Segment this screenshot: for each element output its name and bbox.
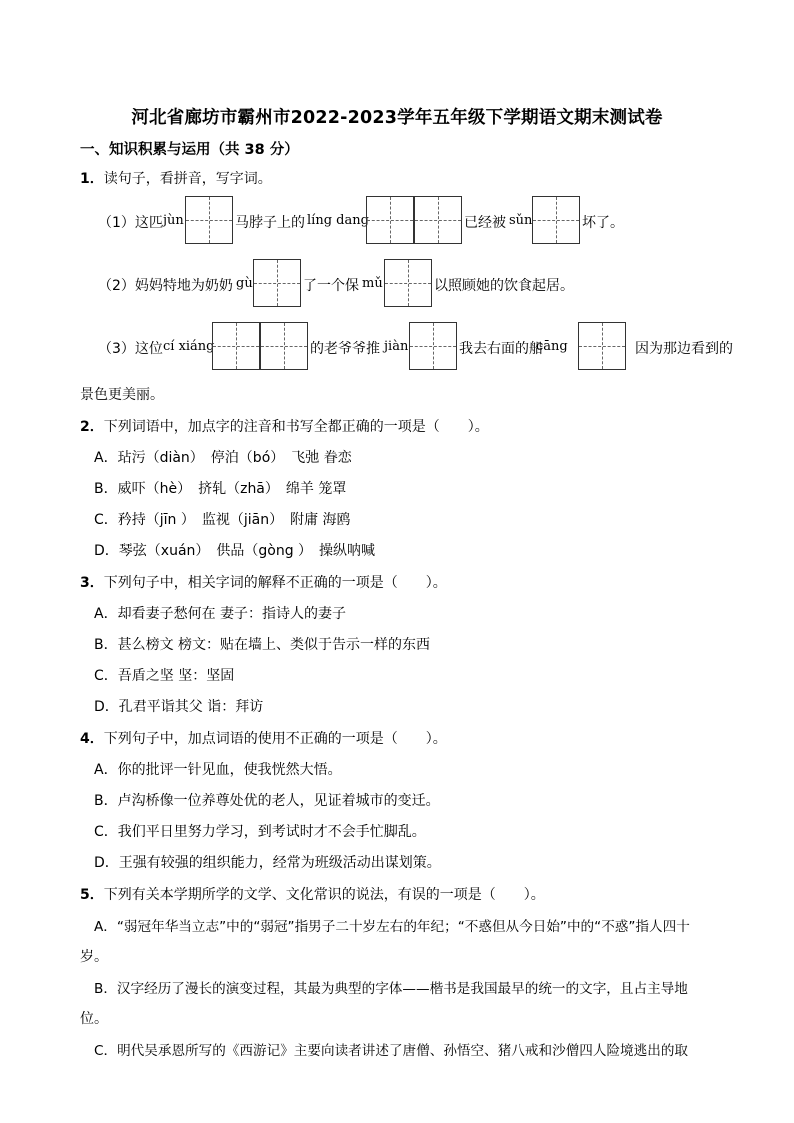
question-3: [80, 572, 447, 592]
option-d: D．孔君平诣其父 诣：拜访: [94, 699, 264, 715]
writing-box[interactable]: [260, 322, 308, 370]
writing-box[interactable]: [384, 259, 432, 307]
sentence-3-part-b: 的老爷爷推: [310, 341, 380, 357]
sentence-1-part-a: （1）这匹: [98, 215, 163, 231]
question-number: 2．: [80, 419, 104, 435]
pinyin-mu: mǔ: [362, 276, 383, 291]
option-a: A．却看妻子愁何在 妻子：指诗人的妻子: [94, 606, 347, 622]
option-a: A．你的批评一针见血，使我恍然大悟。: [94, 762, 342, 778]
sentence-3-part-d: 因为那边看到的: [635, 341, 733, 357]
writing-box[interactable]: [253, 259, 301, 307]
sentence-3-part-e: 景色更美丽。: [80, 387, 164, 403]
writing-box[interactable]: [532, 196, 580, 244]
writing-box[interactable]: [212, 322, 260, 370]
writing-box[interactable]: [578, 322, 626, 370]
sentence-1-part-b: 马脖子上的: [235, 215, 305, 231]
option-a: A．玷污（diàn） 停泊（bó） 飞弛 眷恋: [94, 450, 352, 466]
writing-box[interactable]: [185, 196, 233, 244]
question-stem: 读句子，看拼音，写字词。: [103, 171, 272, 187]
option-c: C．矜持（jīn ） 监视（jiān） 附庸 海鸥: [94, 512, 351, 528]
question-number: 3．: [80, 575, 104, 591]
option-b-line-1: B．汉字经历了漫长的演变过程，其最为典型的字体——楷书是我国最早的统一的文字，且占主导地: [94, 981, 688, 997]
question-number: 4．: [80, 731, 104, 747]
sentence-1-part-d: 坏了。: [582, 215, 624, 231]
pinyin-jian: jiàn: [384, 339, 409, 354]
pinyin-jun: jùn: [163, 213, 184, 228]
writing-box[interactable]: [366, 196, 414, 244]
question-stem: 下列有关本学期所学的文学、文化常识的说法，有误的一项是（ ）。: [103, 887, 545, 903]
sentence-1-part-c: 已经被: [464, 215, 506, 231]
pinyin-lingdang: líng dang: [307, 213, 369, 228]
pinyin-sun: sǔn: [509, 213, 533, 228]
writing-box[interactable]: [409, 322, 457, 370]
question-4: [80, 728, 447, 748]
exam-title: 河北省廊坊市霸州市2022-2023学年五年级下学期语文期末测试卷: [131, 108, 663, 128]
option-b-line-2: 位。: [80, 1011, 108, 1027]
question-1: [80, 168, 272, 188]
question-5: [80, 884, 545, 904]
option-a-line-2: 岁。: [80, 949, 108, 965]
question-stem: 下列句子中，相关字词的解释不正确的一项是（ ）。: [103, 575, 447, 591]
option-c-line-1: C．明代吴承恩所写的《西游记》主要向读者讲述了唐僧、孙悟空、猪八戒和沙僧四人险境逃出的取: [94, 1043, 689, 1059]
option-b: B．卢沟桥像一位养尊处优的老人，见证着城市的变迁。: [94, 793, 440, 809]
pinyin-gu: gù: [236, 276, 253, 291]
sentence-2-part-b: 了一个保: [303, 278, 359, 294]
question-stem: 下列句子中，加点词语的使用不正确的一项是（ ）。: [103, 731, 447, 747]
sentence-2-part-a: （2）妈妈特地为奶奶: [98, 278, 233, 294]
question-2: [80, 416, 489, 436]
option-d: D．琴弦（xuán） 供品（gòng ） 操纵呐喊: [94, 543, 376, 559]
section-heading: 一、知识积累与运用（共 38 分）: [80, 142, 299, 158]
pinyin-cang: cāng: [536, 339, 568, 354]
sentence-3-part-a: （3）这位: [98, 341, 163, 357]
option-a-line-1: A．“弱冠年华当立志”中的“弱冠”指男子二十岁左右的年纪；“不惑但从今日始”中的“不惑”指人四十: [94, 919, 690, 935]
pinyin-cixiang: cí xiáng: [163, 339, 215, 354]
sentence-3-part-c: 我去右面的船: [459, 341, 543, 357]
option-b: B．甚么榜文 榜文：贴在墙上、类似于告示一样的东西: [94, 637, 431, 653]
question-stem: 下列词语中，加点字的注音和书写全都正确的一项是（ ）。: [103, 419, 489, 435]
option-c: C．吾盾之坚 坚：坚固: [94, 668, 235, 684]
question-number: 5．: [80, 887, 104, 903]
sentence-2-part-c: 以照顾她的饮食起居。: [434, 278, 574, 294]
option-d: D．王强有较强的组织能力，经常为班级活动出谋划策。: [94, 855, 441, 871]
option-c: C．我们平日里努力学习，到考试时才不会手忙脚乱。: [94, 824, 426, 840]
question-number: 1．: [80, 171, 104, 187]
writing-box[interactable]: [414, 196, 462, 244]
option-b: B．威吓（hè） 挤轧（zhā） 绵羊 笼罩: [94, 481, 347, 497]
